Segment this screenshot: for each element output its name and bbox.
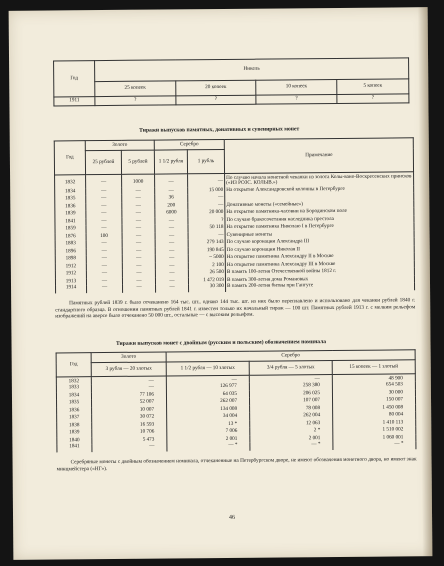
table-cell: 1912 (55, 263, 86, 271)
table-cell: — (188, 232, 225, 240)
table-cell: 7 006 (167, 428, 250, 436)
note-cell: По случаю коронации Александра III (225, 238, 414, 247)
table-cell: — (188, 173, 225, 187)
table-cell: 50 118 (188, 224, 225, 232)
table-cell: — (122, 240, 155, 248)
col-year: Год (54, 141, 85, 175)
table-cell: 10 007 (92, 406, 167, 414)
group-nickel: Никель (95, 58, 409, 82)
table-cell: 1832 (55, 175, 86, 189)
table-cell: 34 004 (167, 413, 250, 421)
footnote-dual: Серебряные монеты с двойным обозначением номинала, отчеканенные на Петербургском дворе, не имеют обозначения монетного двора, но имеют знак минцмейстера («НГ»). (56, 456, 417, 473)
col-10k: 10 копеек (256, 79, 337, 95)
nickel-table (53, 57, 409, 106)
col-075r-5z: 3/4 рубля — 5 злотых (249, 361, 332, 376)
table-cell: 2 001 (250, 435, 333, 443)
table-cell: — (122, 202, 155, 210)
col-1r: 1 рубль (187, 149, 224, 173)
table-cell: 1834 (55, 188, 86, 196)
table-cell: — (155, 232, 188, 240)
note-cell: На открытие памятника Александру III в Москве (225, 260, 414, 269)
table-cell: 100 (86, 233, 122, 241)
note-cell: По случаю коронации Николая II (225, 245, 414, 254)
table-cell: 80 004 (333, 412, 416, 420)
page-binding-shadow (418, 7, 433, 556)
table-cell: 1834 (56, 392, 91, 400)
note-cell: По случаю начала монетной чеканки из золота Колы-вано-Воскресенских приисков («ИЗ РОЗС. КОЛЫВ.») (225, 172, 414, 187)
note-cell: Сувенирные монеты (225, 230, 414, 239)
table-cell: 48 900 (332, 374, 415, 383)
table3-caption: Тиражи выпусков монет с двойным (русским и польским) обозначением номинала (115, 339, 327, 347)
table-cell: — (86, 255, 122, 263)
col-1-5r: 1 1/2 рубля (154, 150, 187, 174)
table-cell: 64 035 (166, 391, 249, 399)
table-cell: 78 008 (250, 405, 333, 413)
table-cell: 262 007 (167, 398, 250, 406)
table-cell: — (86, 174, 122, 188)
table-cell: — (122, 232, 155, 240)
col-year: Год (56, 353, 91, 377)
col-year: Год (54, 61, 95, 97)
note-cell: На открытие памятника Николаю I в Петербурге (225, 223, 414, 232)
table-cell: — (91, 376, 166, 385)
dual-denomination-table (56, 349, 417, 452)
table-cell: 13 * (167, 421, 250, 429)
table-cell: 26 500 (188, 269, 225, 277)
table-cell: 1841 (55, 218, 86, 226)
col-note: Примечание (224, 138, 413, 174)
table-cell: 2 100 (188, 262, 225, 270)
table-cell: — (86, 225, 122, 233)
table-cell: — (86, 210, 122, 218)
col-20k: 20 копеек (175, 80, 256, 96)
table-cell: — (155, 217, 188, 225)
table-cell: 52 007 (92, 399, 167, 407)
table-cell: — (122, 210, 155, 218)
group-silver: Серебро (154, 139, 224, 150)
table-cell: — (122, 277, 155, 285)
table-cell: — (122, 255, 155, 263)
table-cell: 1835 (55, 196, 86, 204)
table-cell: — (86, 218, 122, 226)
note-cell: Донативные монеты («семейные») (225, 200, 414, 209)
table-cell: — (86, 188, 122, 196)
book-page (9, 7, 433, 560)
note-cell: В память 200-летия битвы при Гангуте (226, 283, 415, 292)
table-cell: 190 845 (188, 247, 225, 255)
table-cell: 1 060 001 (333, 434, 416, 442)
table-cell: 1832 (56, 377, 91, 385)
table-cell: — (249, 375, 332, 384)
table-cell: 30 000 (332, 389, 415, 397)
table-cell: 1 472 019 (188, 277, 225, 285)
table-cell: ~ 5000 (188, 254, 225, 262)
table-cell: 258 380 (249, 382, 332, 390)
table-cell: — (86, 248, 122, 256)
table-cell: 1914 (56, 286, 87, 294)
group-gold: Золото (91, 352, 166, 363)
table-cell: 1837 (57, 415, 92, 423)
table-cell: — (156, 285, 189, 293)
table-cell: — (122, 217, 155, 225)
table-cell: 15 000 (188, 187, 225, 195)
table-cell: 1839 (55, 211, 86, 219)
note-cell: На открытие Александровской колонны в Петербурге (225, 185, 414, 194)
table-cell: — (155, 270, 188, 278)
table-cell: 1913 (55, 278, 86, 286)
table-cell: 1000 (122, 174, 155, 188)
table-cell: 6000 (155, 210, 188, 218)
table2-caption: Тиражи выпусков памятных, донативных и сувенирных монет (139, 126, 300, 134)
table-cell: — (188, 194, 225, 202)
table-cell: — (122, 270, 155, 278)
table-cell: — (122, 247, 155, 255)
table-cell: — (86, 240, 122, 248)
table-cell: — (155, 174, 188, 188)
table-cell: ? (188, 217, 225, 225)
col-15k-1z: 15 копеек — 1 злотый (332, 360, 415, 375)
table-cell: 1 510 002 (333, 427, 416, 435)
table-cell: 1841 (57, 445, 92, 453)
col-25r: 25 рублей (85, 150, 121, 174)
table-cell: 1 450 008 (333, 404, 416, 412)
table-cell: 1835 (57, 400, 92, 408)
group-silver: Серебро (166, 350, 415, 362)
col-25k: 25 копеек (95, 81, 176, 97)
table-cell: 279 143 (188, 239, 225, 247)
page-number: 46 (229, 514, 236, 521)
table-cell: 262 004 (250, 412, 333, 420)
table-cell: — (86, 270, 122, 278)
note-cell: На открытие памятника Александру II в Москве (225, 253, 414, 262)
note-cell: На открытие памятника-часовни на Бородинском поле (225, 208, 414, 217)
table-cell: — (155, 187, 188, 195)
col-5r: 5 рублей (121, 150, 154, 174)
table-cell: 1912 (55, 271, 86, 279)
note-cell: По случаю бракосочетания наследника престола (225, 215, 414, 224)
table-cell: — (86, 203, 122, 211)
table-cell: — (122, 195, 155, 203)
table-cell: 5 473 (92, 436, 167, 444)
table-cell: — (155, 240, 188, 248)
table-cell: — * (250, 442, 333, 450)
col-1-5r-10z: 1 1/2 рубля — 10 злотых (166, 361, 249, 376)
table-cell: 20 000 (188, 209, 225, 217)
commemorative-table (54, 137, 415, 293)
table-cell: 12 063 (250, 420, 333, 428)
table-cell: — * (167, 443, 250, 451)
table-cell: 30 072 (92, 414, 167, 422)
table-cell: 1898 (55, 256, 86, 264)
table-cell: — (122, 225, 155, 233)
table-cell: 134 008 (167, 406, 250, 414)
table-cell: — (123, 285, 156, 293)
table-cell: 1 410 113 (333, 419, 416, 427)
table-cell: 200 (155, 202, 188, 210)
footnote-commemorative: Памятных рублей 1839 г. было отчеканено 164 тыс. шт., однако 144 тыс. шт. из них было переплавлено и использовано для чеканки рублей 1840 г. стандартного образца. В отношении памятных рублей 1841 г. известен только их начальный тираж — 100 шт. Памятных рублей 1913 г. с мелким рельефом изображений на аверсе было отчеканено 50 000 шт., остальные — с высоким рельефом. (55, 297, 416, 320)
table-cell: 107 007 (250, 397, 333, 405)
table-cell: 2 001 (167, 436, 250, 444)
table-cell: 30 300 (189, 284, 226, 292)
table-cell: — (92, 444, 167, 452)
table-cell: — (86, 263, 122, 271)
table-cell: — * (333, 442, 416, 450)
table-cell: — (188, 202, 225, 210)
table-cell: 1838 (57, 422, 92, 430)
table-cell: 1876 (55, 233, 86, 241)
table-cell: — (155, 225, 188, 233)
table-cell: 206 025 (249, 390, 332, 398)
col-5k: 5 копеек (337, 79, 409, 95)
table-cell: 16 593 (92, 421, 167, 429)
table-cell: 1836 (57, 407, 92, 415)
table-cell: — (91, 384, 166, 392)
table-cell: 1833 (56, 385, 91, 393)
table-cell: — (87, 285, 123, 293)
table-cell: 654 503 (332, 382, 415, 390)
table-cell: 1859 (55, 226, 86, 234)
table-cell: — (155, 277, 188, 285)
table-cell: 1836 (55, 203, 86, 211)
table-cell: — (155, 262, 188, 270)
table-cell: 1840 (57, 437, 92, 445)
table-cell: 2 * (250, 427, 333, 435)
table-cell: — (122, 187, 155, 195)
table-row: 1911 ? ? ? ? (54, 94, 409, 106)
table-cell: 126 977 (166, 383, 249, 391)
table-cell: 77 106 (91, 391, 166, 399)
table-cell: — (86, 278, 122, 286)
table-cell: 1839 (57, 430, 92, 438)
table-cell: — (155, 255, 188, 263)
table-cell: 10 706 (92, 429, 167, 437)
table-cell: 36 (155, 195, 188, 203)
group-gold: Золото (85, 140, 154, 151)
table-cell: 1883 (55, 241, 86, 249)
col-3r-20z: 3 рубля — 20 злотых (91, 362, 166, 377)
table-cell: 150 007 (332, 397, 415, 405)
table-cell: — (86, 195, 122, 203)
table-cell: — (122, 262, 155, 270)
note-cell: В память 300-летия дома Романовых (225, 275, 414, 284)
table-cell: — (155, 247, 188, 255)
table-cell: — (166, 375, 249, 384)
note-cell: В память 100-летия Отечественной войны 1812 г. (225, 268, 414, 277)
table-cell: 1896 (55, 248, 86, 256)
